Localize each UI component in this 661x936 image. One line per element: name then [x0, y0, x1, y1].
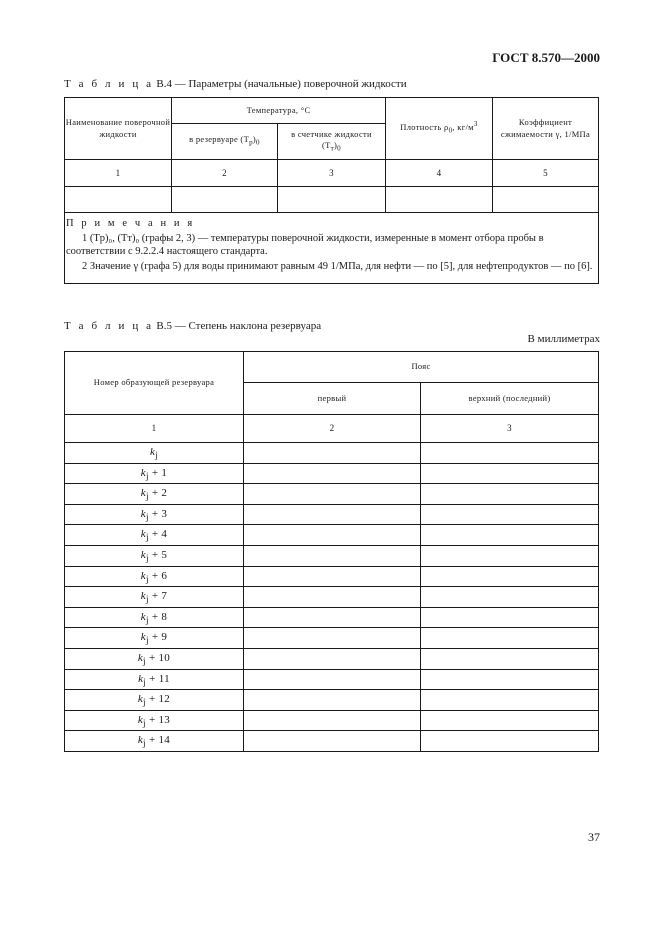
b5-row-label: $k_j + 5$ — [140, 548, 168, 563]
b4-col-number: 1 — [115, 167, 121, 178]
document-code: ГОСТ 8.570—2000 — [492, 50, 600, 65]
table-b5-caption-title: В.5 — Степень наклона резервуара — [156, 320, 322, 332]
b5-row-label: $k_j + 3$ — [140, 507, 168, 522]
b4-note-1: 1 (Tр)₀, (Tт)₀ (графы 2, 3) — температуры поверочной жидкости, измеренные в момент отбора пробы в соответствии с 9.2.2.4 настоящего стандарта. — [66, 233, 544, 258]
b5-row-label: $k_j + 7$ — [140, 589, 168, 604]
b4-col-number: 4 — [436, 167, 442, 178]
table-b4-caption-title: В.4 — Параметры (начальные) поверочной жидкости — [156, 78, 407, 90]
b4-header-temp-tank: в резервуаре $(T_р)_0$ — [189, 134, 260, 148]
b5-row-label: $k_j + 14$ — [137, 733, 171, 748]
b5-row-label: $k_j + 4$ — [140, 527, 168, 542]
table-b5-caption-label: Т а б л и ц а — [64, 320, 154, 332]
table-b4-caption — [64, 78, 407, 90]
b4-col-number: 5 — [543, 167, 548, 178]
b4-col-number: 3 — [329, 167, 334, 178]
b4-header-compressibility: Коэффициент сжимаемости γ, 1/МПа — [500, 117, 591, 139]
b4-header-temp-meter: в счетчике жидкости $(T_т)_0$ — [291, 128, 372, 153]
b5-row-label: $k_j + 2$ — [140, 486, 168, 501]
b4-notes-title: П р и м е ч а н и я — [66, 218, 195, 229]
b5-row-label: $k_j$ — [149, 445, 159, 460]
table-b5-caption — [64, 320, 321, 332]
b4-col-number: 2 — [222, 167, 227, 178]
b5-row-label: $k_j + 11$ — [138, 672, 170, 687]
b5-row-label: $k_j + 12$ — [137, 692, 171, 707]
b5-row-label: $k_j + 8$ — [140, 610, 168, 625]
b4-note-2: 2 Значение γ (графа 5) для воды принимают равным 49 1/МПа, для нефти — по [5], для нефтепродуктов — по [6]. — [82, 261, 593, 272]
b5-row-label: $k_j + 1$ — [140, 466, 168, 481]
b5-row-label: $k_j + 13$ — [137, 713, 171, 728]
b5-col-number: 1 — [151, 423, 157, 434]
b5-header-top: верхний (последний) — [468, 392, 551, 403]
b4-header-temperature: Температура, °С — [246, 104, 311, 115]
page-number: 37 — [588, 830, 600, 844]
table-b5-units: В миллиметрах — [527, 333, 600, 345]
b5-col-number: 3 — [507, 423, 512, 434]
b4-header-density: Плотность $\rho_0$, $кг/м^3$ — [400, 120, 478, 135]
table-b4-caption-label: Т а б л и ц а — [64, 78, 154, 90]
b5-header-generatrix: Номер образующей резервуара — [93, 377, 215, 388]
b4-header-name: Наименование поверочной жидкости — [65, 117, 171, 139]
b5-row-label: $k_j + 10$ — [137, 651, 171, 666]
b5-row-label: $k_j + 9$ — [140, 630, 168, 645]
b5-header-first: первый — [317, 392, 347, 403]
b5-row-label: $k_j + 6$ — [140, 569, 168, 584]
b5-col-number: 2 — [329, 423, 335, 434]
b5-header-belt: Пояс — [411, 361, 431, 372]
